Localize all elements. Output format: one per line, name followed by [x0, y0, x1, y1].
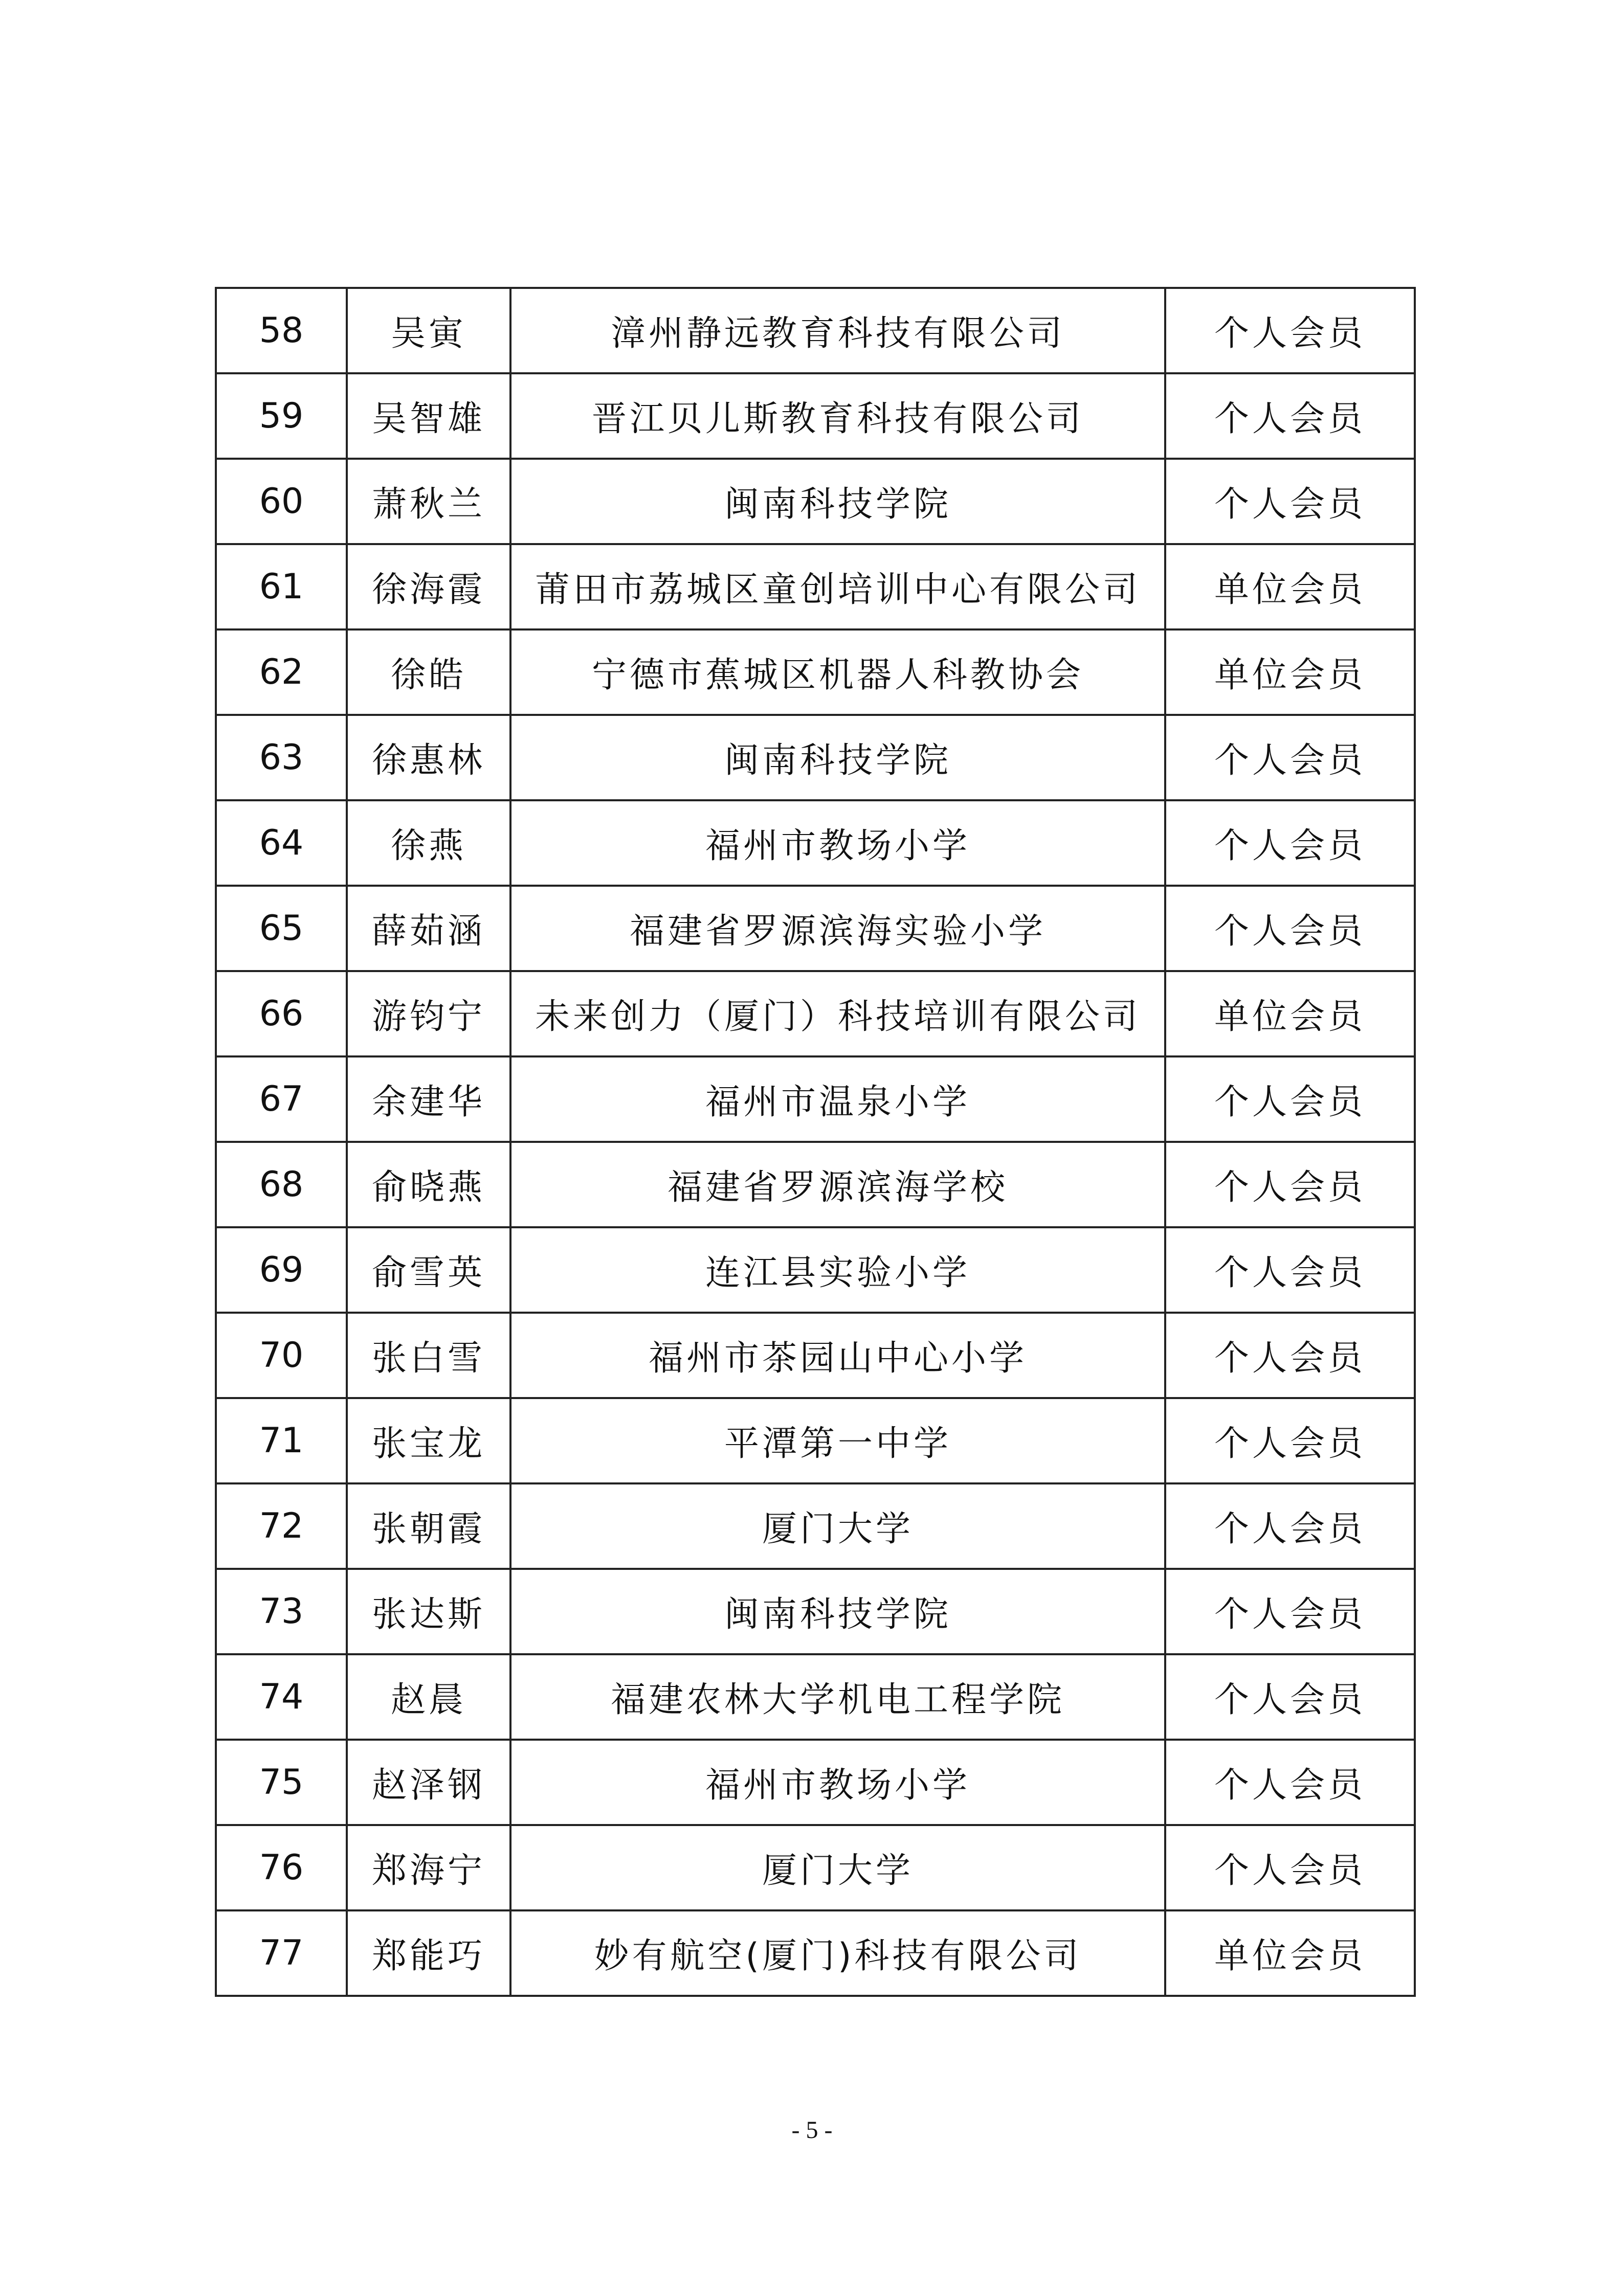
- organization-cell: 福州市教场小学: [510, 800, 1165, 886]
- organization-cell: 福建省罗源滨海实验小学: [510, 886, 1165, 971]
- organization-cell: 福建省罗源滨海学校: [510, 1142, 1165, 1227]
- member-name-cell: 张达斯: [347, 1569, 510, 1654]
- row-number-cell: 73: [216, 1569, 347, 1654]
- member-name-cell: 俞晓燕: [347, 1142, 510, 1227]
- member-name-cell: 萧秋兰: [347, 459, 510, 544]
- membership-type-cell: 个人会员: [1165, 288, 1415, 373]
- organization-cell: 福州市茶园山中心小学: [510, 1313, 1165, 1398]
- member-name-cell: 张白雪: [347, 1313, 510, 1398]
- table-row: [216, 1056, 1415, 1142]
- row-number-cell: 59: [216, 373, 347, 459]
- row-number-cell: 60: [216, 459, 347, 544]
- table-row: [216, 800, 1415, 886]
- membership-type-cell: 单位会员: [1165, 629, 1415, 715]
- row-number-cell: 61: [216, 544, 347, 629]
- membership-type-cell: 个人会员: [1165, 1569, 1415, 1654]
- table-row: [216, 1313, 1415, 1398]
- organization-cell: 厦门大学: [510, 1825, 1165, 1910]
- table-row: [216, 1483, 1415, 1569]
- membership-type-cell: 个人会员: [1165, 1740, 1415, 1825]
- organization-cell: 厦门大学: [510, 1483, 1165, 1569]
- organization-cell: 宁德市蕉城区机器人科教协会: [510, 629, 1165, 715]
- organization-cell: 福州市温泉小学: [510, 1056, 1165, 1142]
- row-number-cell: 75: [216, 1740, 347, 1825]
- member-name-cell: 郑能巧: [347, 1910, 510, 1996]
- membership-type-cell: 个人会员: [1165, 1056, 1415, 1142]
- organization-cell: 福州市教场小学: [510, 1740, 1165, 1825]
- member-name-cell: 郑海宁: [347, 1825, 510, 1910]
- membership-type-cell: 个人会员: [1165, 1654, 1415, 1740]
- member-name-cell: 吴寅: [347, 288, 510, 373]
- member-name-cell: 徐皓: [347, 629, 510, 715]
- row-number-cell: 74: [216, 1654, 347, 1740]
- membership-type-cell: 个人会员: [1165, 1483, 1415, 1569]
- membership-type-cell: 个人会员: [1165, 1825, 1415, 1910]
- member-name-cell: 徐燕: [347, 800, 510, 886]
- membership-type-cell: 个人会员: [1165, 1313, 1415, 1398]
- membership-type-cell: 单位会员: [1165, 971, 1415, 1056]
- row-number-cell: 76: [216, 1825, 347, 1910]
- row-number-cell: 71: [216, 1398, 347, 1483]
- table-row: [216, 288, 1415, 373]
- membership-type-cell: 个人会员: [1165, 1398, 1415, 1483]
- membership-type-cell: 个人会员: [1165, 886, 1415, 971]
- table-row: [216, 629, 1415, 715]
- row-number-cell: 63: [216, 715, 347, 800]
- row-number-cell: 66: [216, 971, 347, 1056]
- page-number: - 5 -: [791, 2117, 833, 2144]
- organization-cell: 闽南科技学院: [510, 715, 1165, 800]
- organization-cell: 连江县实验小学: [510, 1227, 1165, 1313]
- member-name-cell: 俞雪英: [347, 1227, 510, 1313]
- member-name-cell: 张朝霞: [347, 1483, 510, 1569]
- table-row: [216, 373, 1415, 459]
- row-number-cell: 70: [216, 1313, 347, 1398]
- table-row: [216, 1142, 1415, 1227]
- membership-type-cell: 个人会员: [1165, 373, 1415, 459]
- row-number-cell: 65: [216, 886, 347, 971]
- table-row: [216, 971, 1415, 1056]
- table-row: [216, 544, 1415, 629]
- row-number-cell: 64: [216, 800, 347, 886]
- organization-cell: 闽南科技学院: [510, 1569, 1165, 1654]
- membership-type-cell: 个人会员: [1165, 459, 1415, 544]
- member-name-cell: 徐惠林: [347, 715, 510, 800]
- table-row: [216, 1740, 1415, 1825]
- table-row: [216, 1398, 1415, 1483]
- member-name-cell: 徐海霞: [347, 544, 510, 629]
- table-row: [216, 1654, 1415, 1740]
- member-name-cell: 薛茹涵: [347, 886, 510, 971]
- member-name-cell: 赵泽钢: [347, 1740, 510, 1825]
- organization-cell: 晋江贝儿斯教育科技有限公司: [510, 373, 1165, 459]
- member-name-cell: 游钧宁: [347, 971, 510, 1056]
- row-number-cell: 72: [216, 1483, 347, 1569]
- member-name-cell: 赵晨: [347, 1654, 510, 1740]
- organization-cell: 闽南科技学院: [510, 459, 1165, 544]
- organization-cell: 平潭第一中学: [510, 1398, 1165, 1483]
- member-name-cell: 余建华: [347, 1056, 510, 1142]
- membership-type-cell: 单位会员: [1165, 544, 1415, 629]
- row-number-cell: 77: [216, 1910, 347, 1996]
- row-number-cell: 67: [216, 1056, 347, 1142]
- member-name-cell: 张宝龙: [347, 1398, 510, 1483]
- organization-cell: 妙有航空(厦门)科技有限公司: [510, 1910, 1165, 1996]
- table-row: [216, 886, 1415, 971]
- row-number-cell: 62: [216, 629, 347, 715]
- membership-type-cell: 个人会员: [1165, 800, 1415, 886]
- organization-cell: 莆田市荔城区童创培训中心有限公司: [510, 544, 1165, 629]
- membership-type-cell: 个人会员: [1165, 715, 1415, 800]
- table-row: [216, 1825, 1415, 1910]
- organization-cell: 漳州静远教育科技有限公司: [510, 288, 1165, 373]
- organization-cell: 未来创力（厦门）科技培训有限公司: [510, 971, 1165, 1056]
- member-name-cell: 吴智雄: [347, 373, 510, 459]
- table-row: [216, 1569, 1415, 1654]
- table-row: [216, 459, 1415, 544]
- organization-cell: 福建农林大学机电工程学院: [510, 1654, 1165, 1740]
- membership-type-cell: 个人会员: [1165, 1227, 1415, 1313]
- member-table-body: [216, 288, 1415, 1996]
- row-number-cell: 69: [216, 1227, 347, 1313]
- membership-type-cell: 个人会员: [1165, 1142, 1415, 1227]
- row-number-cell: 58: [216, 288, 347, 373]
- table-row: [216, 715, 1415, 800]
- member-table: [215, 287, 1416, 1997]
- row-number-cell: 68: [216, 1142, 347, 1227]
- membership-type-cell: 单位会员: [1165, 1910, 1415, 1996]
- table-row: [216, 1910, 1415, 1996]
- table-row: [216, 1227, 1415, 1313]
